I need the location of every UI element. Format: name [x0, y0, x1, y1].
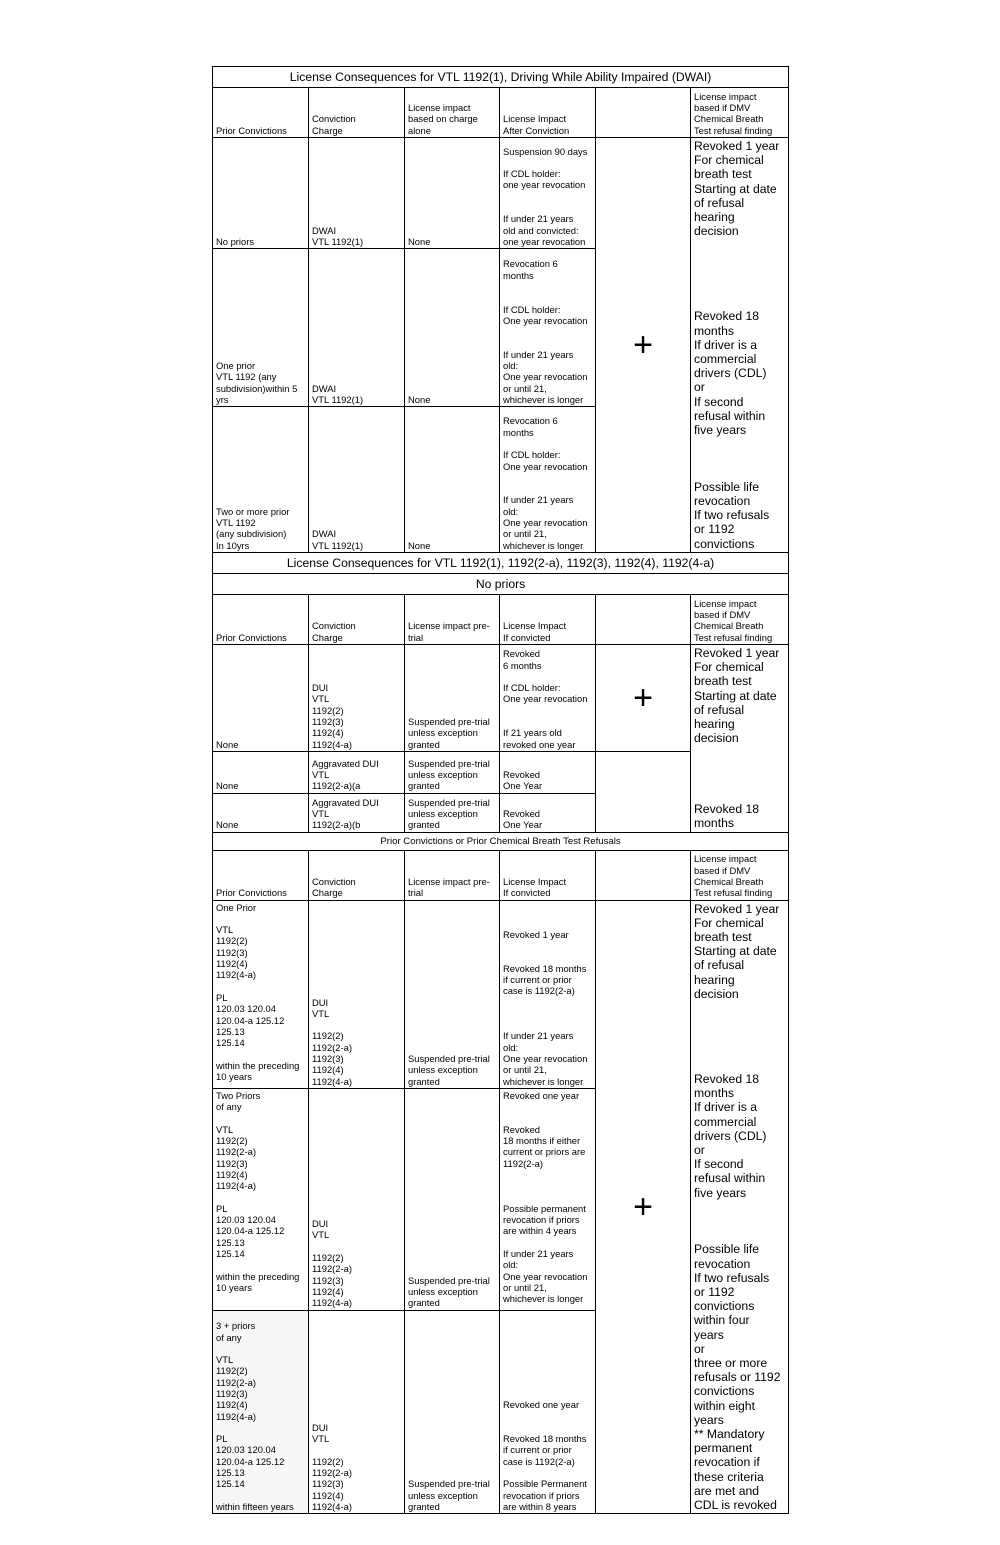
prior-cell: None: [213, 793, 309, 832]
refusal-impact-cell: Revoked 1 year For chemical breath test Starting at date of refusal hearing decision Revoked 18 months If driver is a commercial drivers (CDL) or If second refusal within five years Possible life revocation If two refusals or 1192 convictions within four years or three or more refusals or 1192 convictions within eight years ** Mandatory permanent revocation if these criteria are met and CDL is revoked: [691, 900, 789, 1514]
header-refusal-impact: License impact based if DMV Chemical Breath Test refusal finding: [691, 850, 789, 900]
charge-cell: Aggravated DUI VTL 1192(2-a)(b: [309, 793, 405, 832]
pretrial-cell: Suspended pre-trial unless exception granted: [405, 900, 500, 1088]
prior-cell: Two or more prior VTL 1192 (any subdivision) In 10yrs: [213, 407, 309, 553]
header-blank: [596, 850, 691, 900]
charge-impact-cell: None: [405, 249, 500, 407]
refusal-impact-cell: Revoked 1 year For chemical breath test Starting at date of refusal hearing decision Revoked 18 months: [691, 644, 789, 832]
section2-header-row: [213, 594, 789, 644]
blank-cell: [596, 751, 691, 832]
header-prior-convictions: Prior Convictions: [213, 850, 309, 900]
section1-row-no-priors: [213, 138, 789, 249]
section1-title: License Consequences for VTL 1192(1), Driving While Ability Impaired (DWAI): [213, 67, 789, 88]
convicted-cell: Revoked one year Revoked 18 months if either current or priors are 1192(2-a) Possible permanent revocation if priors are within 4 years If under 21 years old: One year revocation or until 21, whichever is longer: [500, 1088, 596, 1310]
header-conviction-charge: Conviction Charge: [309, 594, 405, 644]
prior-cell: No priors: [213, 138, 309, 249]
refusal-impact-cell: Revoked 1 year For chemical breath test Starting at date of refusal hearing decision Revoked 18 months If driver is a commercial drivers (CDL) or If second refusal within five years Possible life revocation If two refusals or 1192 convictions: [691, 138, 789, 553]
pretrial-cell: Suspended pre-trial unless exception granted: [405, 751, 500, 793]
prior-cell: None: [213, 751, 309, 793]
convicted-cell: Revoked 1 year Revoked 18 months if current or prior case is 1192(2-a) If under 21 years old: One year revocation or until 21, whichever is longer: [500, 900, 596, 1088]
license-consequences-table: [212, 66, 789, 1514]
plus-sign: +: [596, 900, 691, 1514]
charge-cell: DUI VTL 1192(2) 1192(2-a) 1192(3) 1192(4) 1192(4-a): [309, 1088, 405, 1310]
header-if-convicted: License Impact If convicted: [500, 594, 596, 644]
plus-sign: +: [596, 138, 691, 553]
pretrial-cell: Suspended pre-trial unless exception granted: [405, 1310, 500, 1514]
header-prior-convictions: Prior Convictions: [213, 594, 309, 644]
prior-cell: One prior VTL 1192 (any subdivision)within 5 yrs: [213, 249, 309, 407]
charge-cell: DWAI VTL 1192(1): [309, 407, 405, 553]
header-blank: [596, 88, 691, 138]
section2-title: License Consequences for VTL 1192(1), 1192(2-a), 1192(3), 1192(4), 1192(4-a): [213, 552, 789, 573]
pretrial-cell: Suspended pre-trial unless exception granted: [405, 793, 500, 832]
charge-cell: DUI VTL 1192(2) 1192(2-a) 1192(3) 1192(4) 1192(4-a): [309, 900, 405, 1088]
header-after-conviction: License Impact After Conviction: [500, 88, 596, 138]
charge-cell: DWAI VTL 1192(1): [309, 249, 405, 407]
header-refusal-impact: License impact based if DMV Chemical Breath Test refusal finding: [691, 594, 789, 644]
prior-cell: None: [213, 644, 309, 751]
header-refusal-impact: License impact based if DMV Chemical Breath Test refusal finding: [691, 88, 789, 138]
section2-subtitle-row: [213, 573, 789, 594]
section2-title-row: [213, 552, 789, 573]
header-charge-impact: License impact based on charge alone: [405, 88, 500, 138]
after-conviction-cell: Suspension 90 days If CDL holder: one year revocation If under 21 years old and convicted: one year revocation: [500, 138, 596, 249]
header-blank: [596, 594, 691, 644]
section2-row-dui: [213, 644, 789, 751]
charge-cell: DWAI VTL 1192(1): [309, 138, 405, 249]
charge-impact-cell: None: [405, 407, 500, 553]
pretrial-cell: Suspended pre-trial unless exception granted: [405, 1088, 500, 1310]
section2-subtitle: No priors: [213, 573, 789, 594]
header-if-convicted: License Impact If convicted: [500, 850, 596, 900]
convicted-cell: Revoked One Year: [500, 751, 596, 793]
charge-cell: DUI VTL 1192(2) 1192(2-a) 1192(3) 1192(4) 1192(4-a): [309, 1310, 405, 1514]
header-pretrial-impact: License impact pre- trial: [405, 594, 500, 644]
after-conviction-cell: Revocation 6 months If CDL holder: One year revocation If under 21 years old: One year revocation or until 21, whichever is longer: [500, 407, 596, 553]
prior-cell: Two Priors of any VTL 1192(2) 1192(2-a) 1192(3) 1192(4) 1192(4-a) PL 120.03 120.04 120.04-a 125.12 125.13 125.14 within the preceding 10 years: [213, 1088, 309, 1310]
header-pretrial-impact: License impact pre- trial: [405, 850, 500, 900]
license-consequences-document: [212, 66, 788, 1514]
pretrial-cell: Suspended pre-trial unless exception granted: [405, 644, 500, 751]
plus-sign: +: [596, 644, 691, 751]
header-prior-convictions: Prior Convictions: [213, 88, 309, 138]
header-conviction-charge: Conviction Charge: [309, 88, 405, 138]
prior-cell: 3 + priors of any VTL 1192(2) 1192(2-a) 1192(3) 1192(4) 1192(4-a) PL 120.03 120.04 120.04-a 125.12 125.13 125.14 within fifteen years: [213, 1310, 309, 1514]
convicted-cell: Revoked 6 months If CDL holder: One year revocation If 21 years old revoked one year: [500, 644, 596, 751]
after-conviction-cell: Revocation 6 months If CDL holder: One year revocation If under 21 years old: One year revocation or until 21, whichever is longer: [500, 249, 596, 407]
convicted-cell: Revoked one year Revoked 18 months if current or prior case is 1192(2-a) Possible Permanent revocation if priors are within 8 years: [500, 1310, 596, 1514]
charge-cell: Aggravated DUI VTL 1192(2-a)(a: [309, 751, 405, 793]
section1-header-row: [213, 88, 789, 138]
section1-title-row: [213, 67, 789, 88]
convicted-cell: Revoked One Year: [500, 793, 596, 832]
section3-header-row: [213, 850, 789, 900]
section3-title-row: [213, 832, 789, 850]
section3-title: Prior Convictions or Prior Chemical Breath Test Refusals: [213, 832, 789, 850]
prior-cell: One Prior VTL 1192(2) 1192(3) 1192(4) 1192(4-a) PL 120.03 120.04 120.04-a 125.12 125.13 125.14 within the preceding 10 years: [213, 900, 309, 1088]
charge-impact-cell: None: [405, 138, 500, 249]
charge-cell: DUI VTL 1192(2) 1192(3) 1192(4) 1192(4-a): [309, 644, 405, 751]
header-conviction-charge: Conviction Charge: [309, 850, 405, 900]
section3-row-one-prior: [213, 900, 789, 1088]
